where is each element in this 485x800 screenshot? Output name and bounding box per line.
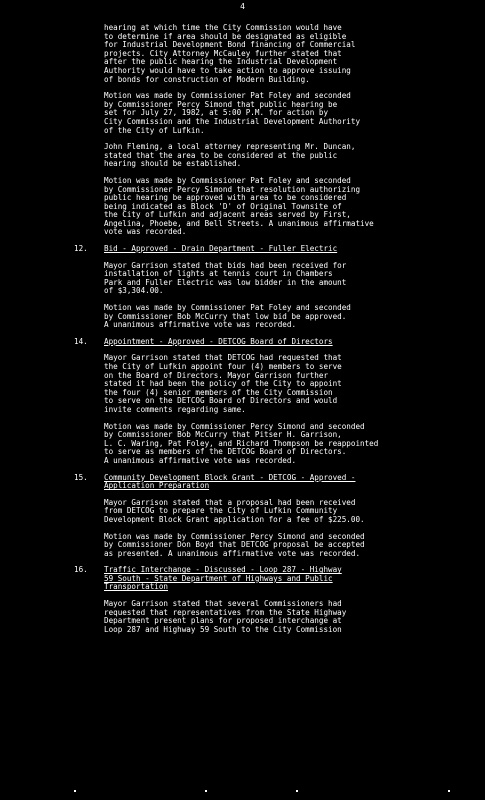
agenda-item-16 xyxy=(74,566,454,634)
text-line: projects. City Attorney McCauley further stated that xyxy=(104,48,342,58)
agenda-item-12 xyxy=(74,245,454,296)
text-line: Department present plans for proposed interchange at xyxy=(104,616,342,626)
text-line: Motion was made by Commissioner Percy Simond and seconded xyxy=(104,531,365,541)
text-line: by Commissioner Bob McCurry that Pitser H. Garrison, xyxy=(104,430,342,440)
item-heading-continued: Transportation xyxy=(104,582,169,592)
text-line: requested that representatives from the State Highway xyxy=(104,607,347,617)
paragraph-motion-resolution xyxy=(74,177,454,237)
text-line: Motion was made by Commissioner Pat Foley and seconded xyxy=(104,303,351,313)
text-line: stated that the area to be considered at the public xyxy=(104,150,338,160)
text-line: Motion was made by Commissioner Pat Foley and seconded xyxy=(104,175,351,185)
item-heading: Appointment - Approved - DETCOG Board of Directors xyxy=(104,336,333,346)
text-line: for Industrial Development Bond financing of Commercial xyxy=(104,40,356,50)
text-line: Motion was made by Commissioner Pat Foley and seconded xyxy=(104,91,351,101)
text-line: to serve on the DETCOG Board of Directors and would xyxy=(104,396,338,406)
text-line: being indicated as Block 'D' of Original Townsite of xyxy=(104,201,342,211)
item-heading: Community Development Block Grant - DETCOG - Approved - xyxy=(104,472,356,482)
page-number: 4 xyxy=(240,2,245,11)
text-line: Motion was made by Commissioner Percy Simond and seconded xyxy=(104,421,365,431)
item-heading-continued: 59 South - State Department of Highways and Public xyxy=(104,573,333,583)
item-heading: Bid - Approved - Drain Department - Fuller Electric xyxy=(104,244,338,254)
paragraph-motion-low-bid xyxy=(74,304,454,330)
text-line: Mayor Garrison stated that several Commissioners had xyxy=(104,599,342,609)
minutes-document xyxy=(74,24,454,634)
text-line: Loop 287 and Highway 59 South to the City Commission xyxy=(104,624,342,634)
text-line: Development Block Grant application for a fee of $225.00. xyxy=(104,514,365,524)
text-line: hearing should be established. xyxy=(104,159,242,169)
text-line: vote was recorded. xyxy=(104,227,187,237)
text-line: Mayor Garrison stated that a proposal had been received xyxy=(104,497,356,507)
text-line: from DETCOG to prepare the City of Lufkin Community xyxy=(104,506,338,516)
text-line: the City of Lufkin appoint four (4) members to serve xyxy=(104,362,342,371)
text-line: of the City of Lufkin. xyxy=(104,125,205,135)
text-line: invite comments regarding same. xyxy=(104,404,246,414)
text-line: installation of lights at tennis court in Chambers xyxy=(104,269,333,279)
text-line: stated it had been the policy of the City to appoint xyxy=(104,379,342,389)
text-line: to determine if area should be designated as eligible xyxy=(104,31,347,41)
text-line: A unanimous affirmative vote was recorded. xyxy=(104,455,297,465)
item-heading: Traffic Interchange - Discussed - Loop 287 - Highway xyxy=(104,565,342,575)
item-number: 16. xyxy=(74,565,88,575)
text-line: Park and Fuller Electric was low bidder in the amount xyxy=(104,277,347,287)
text-line: A unanimous affirmative vote was recorded. xyxy=(104,320,297,330)
paragraph-public-hearing xyxy=(74,24,454,84)
paragraph-motion-hearing-date xyxy=(74,92,454,135)
item-number: 14. xyxy=(74,336,88,346)
text-line: City Commission and the Industrial Development Authority xyxy=(104,116,361,126)
text-line: by Commissioner Bob McCurry that low bid be approved. xyxy=(104,311,347,321)
paragraph-attorney-statement xyxy=(74,143,454,169)
text-line: by Commissioner Percy Simond that resolution authorizing xyxy=(104,184,361,194)
text-line: to serve as members of the DETCOG Board of Directors. xyxy=(104,447,347,457)
text-line: Mayor Garrison stated that DETCOG had requested that xyxy=(104,353,342,363)
text-line: Angelina, Phoebe, and Bell Streets. A unanimous affirmative xyxy=(104,218,374,228)
text-line: hearing at which time the City Commission would have xyxy=(104,23,342,32)
item-heading-continued: Application Preparation xyxy=(104,481,210,491)
text-line: after the public hearing the Industrial Development xyxy=(104,57,338,67)
item-number: 15. xyxy=(74,472,88,482)
text-line: Mayor Garrison stated that bids had been received for xyxy=(104,260,347,270)
text-line: of $3,304.00. xyxy=(104,286,164,296)
text-line: set for July 27, 1982, at 5:00 P.M. for action by xyxy=(104,108,329,118)
agenda-item-15 xyxy=(74,474,454,525)
scan-speck xyxy=(448,790,450,792)
scan-speck xyxy=(296,790,298,792)
text-line: by Commissioner Don Boyd that DETCOG proposal be accepted xyxy=(104,540,365,550)
text-line: by Commissioner Percy Simond that public hearing be xyxy=(104,99,338,109)
text-line: John Fleming, a local attorney representing Mr. Duncan, xyxy=(104,142,356,152)
text-line: L. C. Waring, Pat Foley, and Richard Thompson be reappointed xyxy=(104,438,379,448)
scan-speck xyxy=(205,790,207,792)
text-line: the City of Lufkin and adjacent areas served by First, xyxy=(104,210,351,220)
agenda-item-14 xyxy=(74,338,454,415)
scan-speck xyxy=(74,790,76,792)
paragraph-motion-detcog-proposal xyxy=(74,533,454,559)
text-line: the four (4) senior members of the City Commission xyxy=(104,387,333,397)
text-line: on the Board of Directors. Mayor Garrison further xyxy=(104,370,329,380)
paragraph-motion-detcog-board xyxy=(74,423,454,466)
item-number: 12. xyxy=(74,244,88,254)
text-line: Authority would have to take action to approve issuing xyxy=(104,65,351,75)
text-line: public hearing be approved with area to be considered xyxy=(104,193,347,203)
text-line: as presented. A unanimous affirmative vote was recorded. xyxy=(104,548,361,558)
text-line: of bonds for construction of Modern Building. xyxy=(104,74,310,84)
